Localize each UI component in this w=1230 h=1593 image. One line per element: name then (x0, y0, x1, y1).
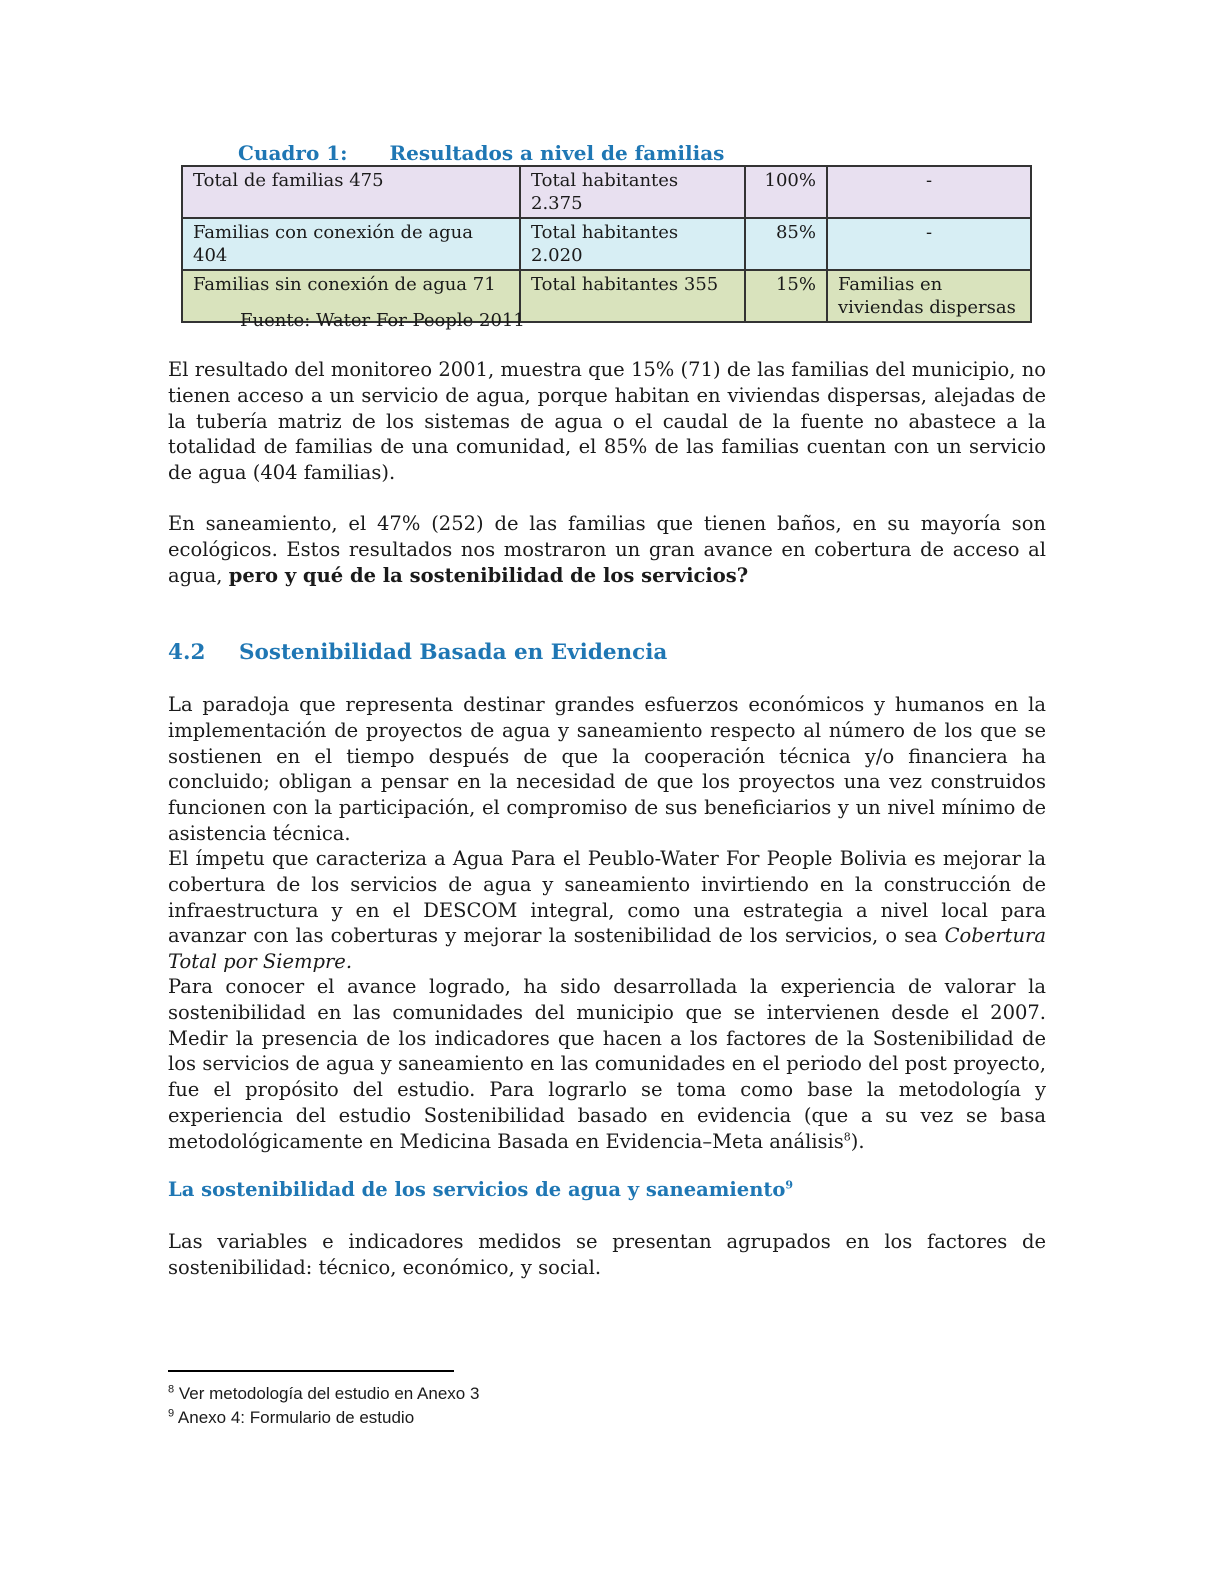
paragraph-variables: Las variables e indicadores medidos se presentan agrupados en los factores de sostenibilidad: técnico, económico, y social. (168, 1230, 1046, 1279)
table-cell: Familias en viviendas dispersas (827, 270, 1031, 322)
table-cell: Total habitantes 2.020 (520, 218, 745, 270)
paragraph-study (168, 974, 1046, 1155)
table-cell: - (827, 166, 1031, 218)
footnote-number: 9 (168, 1407, 175, 1420)
footnote-ref-9[interactable]: 9 (785, 1178, 794, 1192)
footnote-number: 8 (168, 1383, 175, 1396)
table-caption-label: Cuadro 1: (238, 141, 348, 165)
paragraph-impetus (168, 846, 1046, 975)
footnote-8 (168, 1384, 479, 1404)
table-cell: Total habitantes 355 (520, 270, 745, 322)
results-table (181, 165, 1032, 323)
table-cell: Familias con conexión de agua 404 (182, 218, 520, 270)
table-caption-title: Resultados a nivel de familias (389, 141, 725, 165)
subheading-text: La sostenibilidad de los servicios de agua y saneamiento (168, 1178, 786, 1201)
paragraph-bold-question: pero y qué de la sostenibilidad de los servicios? (228, 563, 749, 587)
table-row (182, 218, 1031, 270)
paragraph-end: ). (850, 1129, 865, 1153)
table-source: Fuente: Water For People 2011 (240, 310, 525, 331)
section-heading (168, 640, 667, 665)
paragraph-text: Para conocer el avance logrado, ha sido desarrollada la experiencia de valorar la sostenibilidad en las comunidades del municipio que se intervienen desde el 2007. Medir la presencia de los indicadores que hacen a los factores de la Sostenibilidad de los servicios de agua y saneamiento en las comunidades en el periodo del post proyecto, fue el propósito del estudio. Para lograrlo se toma como base la metodología y experiencia del estudio Sostenibilidad basado en evidencia (que a su vez se basa metodológicamente en Medicina Basada en Evidencia–Meta análisis (168, 975, 1046, 1153)
footnote-ref-8[interactable]: 8 (843, 1130, 851, 1144)
subheading-sustainability (168, 1178, 793, 1201)
table-row (182, 166, 1031, 218)
table-cell: Familias sin conexión de agua 71 (182, 270, 520, 322)
section-number: 4.2 (168, 640, 206, 665)
table-caption (238, 141, 724, 165)
table-cell: Total de familias 475 (182, 166, 520, 218)
footnote-text: Ver metodología del estudio en Anexo 3 (178, 1384, 480, 1403)
paragraph-sanitation (168, 511, 1046, 588)
table-cell: - (827, 218, 1031, 270)
footnote-text: Anexo 4: Formulario de estudio (177, 1408, 415, 1427)
table-cell: 100% (745, 166, 827, 218)
paragraph-text: El ímpetu que caracteriza a Agua Para el Peublo-Water For People Bolivia es mejorar la cobertura de los servicios de agua y saneamiento invirtiendo en la construcción de infraestructura y en el DESCOM integral, como una estrategia a nivel local para avanzar con las coberturas y mejorar la sostenibilidad de los servicios, o sea (168, 847, 1046, 948)
footnote-9 (168, 1408, 414, 1428)
paragraph-text: En saneamiento, el 47% (252) de las familias que tienen baños, en su mayoría son ecológicos. Estos resultados nos mostraron un gran avance en cobertura de acceso al agua, (168, 512, 1046, 587)
section-title: Sostenibilidad Basada en Evidencia (239, 640, 668, 665)
table-cell: Total habitantes 2.375 (520, 166, 745, 218)
paragraph-italic-slogan: Cobertura Total por Siempre. (168, 924, 1046, 974)
footnote-separator (168, 1370, 454, 1372)
table-cell: 15% (745, 270, 827, 322)
table-cell: 85% (745, 218, 827, 270)
paragraph-monitoring-results: El resultado del monitoreo 2001, muestra que 15% (71) de las familias del municipio, no tienen acceso a un servicio de agua, porque habitan en viviendas dispersas, alejadas de la tubería matriz de los sistemas de agua o el caudal de la fuente no abastece a la totalidad de familias de una comunidad, el 85% de las familias cuentan con un servicio de agua (404 familias). (168, 358, 1046, 485)
paragraph-paradox: La paradoja que representa destinar grandes esfuerzos económicos y humanos en la implementación de proyectos de agua y saneamiento respecto al número de los que se sostienen en el tiempo después de que la cooperación técnica y/o financiera ha concluido; obligan a pensar en la necesidad de que los proyectos una vez construidos funcionen con la participación, el compromiso de sus beneficiarios y un nivel mínimo de asistencia técnica. (168, 693, 1046, 845)
